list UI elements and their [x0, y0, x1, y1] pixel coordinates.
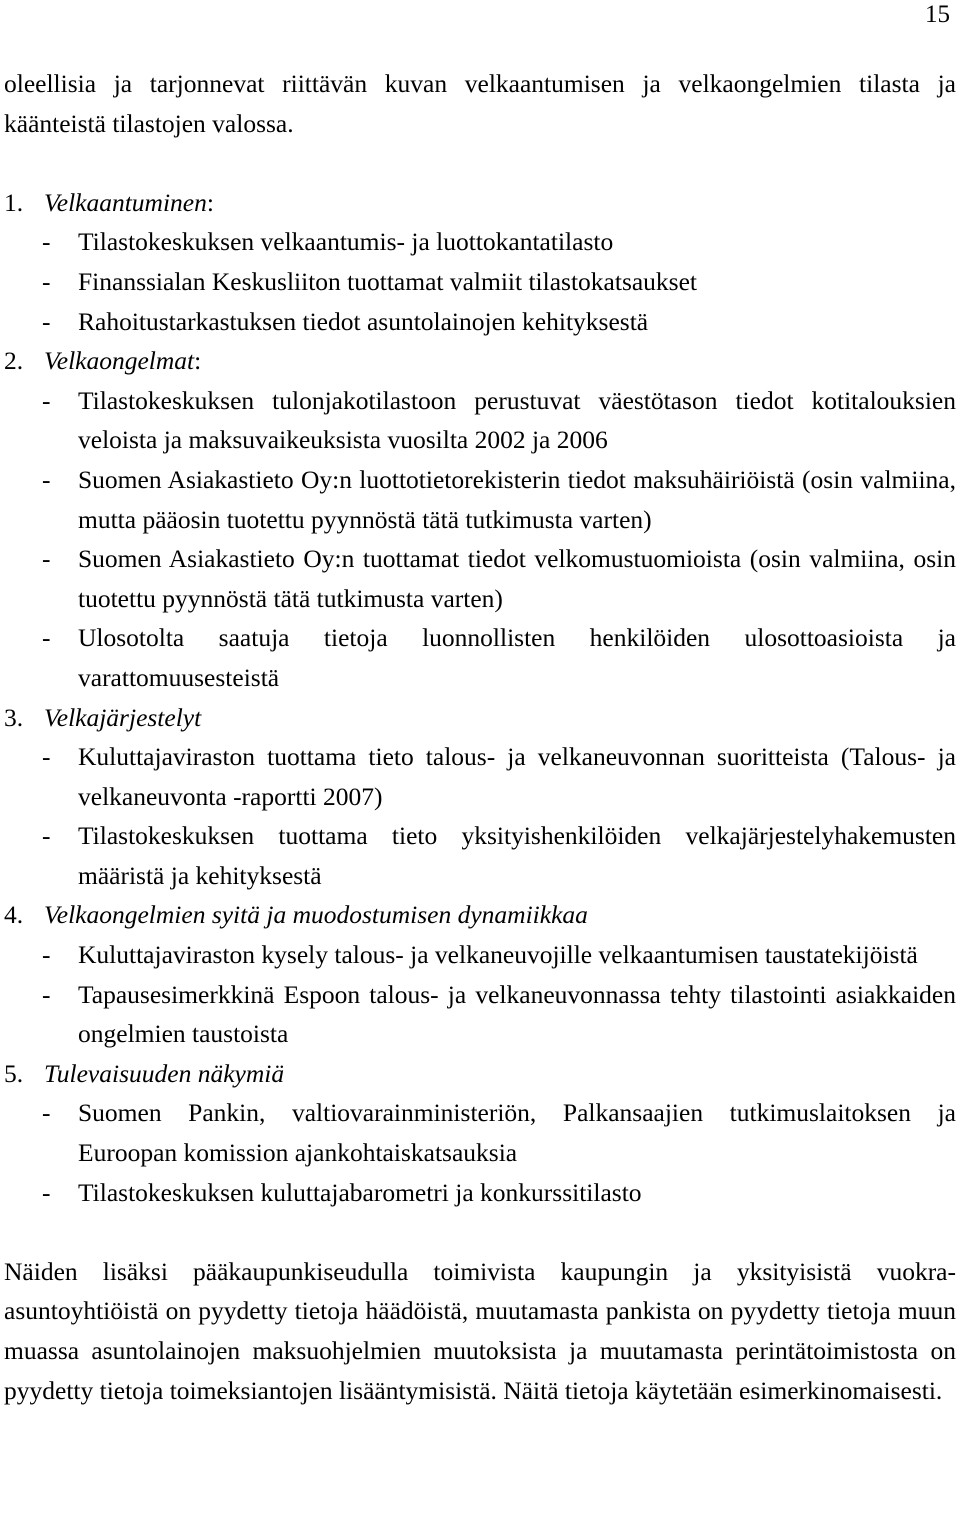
section-number: 5.: [4, 1058, 24, 1088]
section-heading: [4, 341, 956, 381]
list-dash: -: [42, 544, 51, 574]
section-heading: [4, 895, 956, 935]
list-item-text: Suomen Asiakastieto Oy:n tuottamat tiedot velkomustuomioista (osin valmiina, osin tuotettu pyynnöstä tätä tutkimusta varten): [78, 544, 956, 613]
section-number: 4.: [4, 900, 24, 930]
list-item-text: Tilastokeskuksen tuottama tieto yksityishenkilöiden velkajärjestelyhakemusten määristä ja kehityksestä: [78, 821, 956, 890]
list-dash: -: [42, 821, 51, 851]
list-item-text: Tilastokeskuksen tulonjakotilastoon perustuvat väestötason tiedot kotitalouksien veloista ja maksuvaikeuksista vuosilta 2002 ja 2006: [78, 385, 956, 455]
section-velkajarjestelyt: [4, 698, 956, 896]
section-title: Tulevaisuuden näkymiä: [44, 1058, 285, 1088]
list-item: [4, 460, 956, 539]
list-item: [4, 1173, 956, 1213]
list-item-text: Suomen Pankin, valtiovarainministeriön, Palkansaajien tutkimuslaitoksen ja Euroopan komission ajankohtaiskatsauksia: [78, 1098, 956, 1168]
list-item-text: Rahoitustarkastuksen tiedot asuntolainojen kehityksestä: [78, 306, 649, 336]
list-dash: -: [42, 1177, 51, 1207]
list-item: [4, 1093, 956, 1172]
list-dash: -: [42, 306, 51, 336]
section-item-list: [4, 737, 956, 895]
list-dash: -: [42, 464, 51, 494]
closing-paragraph: Näiden lisäksi pääkaupunkiseudulla toimivista kaupungin ja yksityisistä vuokra-asuntoyhtiöistä on pyydetty tietoja häädöistä, muutamasta pankista on pyydetty tietoja muun muassa asuntolainojen maksuohjelmien muutoksista ja muutamasta perintätoimistosta on pyydetty tietoja toimeksiantojen lisääntymisistä. Näitä tietoja käytetään esimerkinomaisesti.: [4, 1256, 956, 1405]
spacer: [4, 143, 956, 183]
list-dash: -: [42, 979, 51, 1009]
section-velkaantuminen: [4, 183, 956, 341]
list-item: [4, 737, 956, 816]
list-item-text: Kuluttajaviraston tuottama tieto talous- ja velkaneuvonnan suoritteista (Talous- ja velkaneuvonta -raportti 2007): [78, 742, 956, 811]
list-dash: -: [42, 940, 51, 970]
section-tulevaisuuden-nakymia: [4, 1054, 956, 1212]
list-item-text: Kuluttajaviraston kysely talous- ja velkaneuvojille velkaantumisen taustatekijöistä: [78, 940, 918, 970]
section-heading: [4, 1054, 956, 1094]
list-dash: -: [42, 623, 51, 653]
section-velkaongelmien-syita: [4, 895, 956, 1053]
list-item: [4, 539, 956, 618]
section-item-list: [4, 381, 956, 698]
list-item: [4, 381, 956, 460]
section-velkaongelmat: [4, 341, 956, 697]
list-item-text: Ulosotolta saatuja tietoja luonnollisten henkilöiden ulosottoasioista ja varattomuusesteistä: [78, 623, 956, 692]
page-content: [4, 64, 956, 1410]
section-number: 3.: [4, 702, 24, 732]
section-title: Velkajärjestelyt: [44, 702, 202, 732]
section-number: 1.: [4, 187, 24, 217]
list-item: [4, 262, 956, 302]
list-dash: -: [42, 742, 51, 772]
list-item: [4, 618, 956, 697]
list-dash: -: [42, 1098, 51, 1128]
list-dash: -: [42, 385, 51, 415]
section-title: Velkaongelmien syitä ja muodostumisen dynamiikkaa: [44, 900, 588, 930]
list-item-text: Tilastokeskuksen velkaantumis- ja luottokantatilasto: [78, 227, 614, 257]
section-item-list: [4, 222, 956, 341]
section-heading: [4, 183, 956, 223]
list-item-text: Suomen Asiakastieto Oy:n luottotietorekisterin tiedot maksuhäiriöistä (osin valmiina, mutta pääosin tuotettu pyynnöstä tätä tutkimusta varten): [78, 464, 956, 534]
section-title: Velkaantuminen: [44, 187, 207, 217]
list-item: [4, 302, 956, 342]
section-item-list: [4, 1093, 956, 1212]
list-item: [4, 222, 956, 262]
spacer: [4, 1212, 956, 1252]
page-number: 15: [925, 1, 950, 28]
section-number: 2.: [4, 346, 24, 376]
list-item-text: Tilastokeskuksen kuluttajabarometri ja konkurssitilasto: [78, 1177, 642, 1207]
section-item-list: [4, 935, 956, 1054]
section-title-suffix: :: [206, 187, 214, 217]
list-item: [4, 935, 956, 975]
list-item-text: Tapausesimerkkinä Espoon talous- ja velkaneuvonnassa tehty tilastointi asiakkaiden ongelmien taustoista: [78, 979, 956, 1049]
section-title-suffix: :: [194, 346, 202, 376]
list-dash: -: [42, 227, 51, 257]
list-item-text: Finanssialan Keskusliiton tuottamat valmiit tilastokatsaukset: [78, 266, 698, 296]
intro-paragraph: oleellisia ja tarjonnevat riittävän kuvan velkaantumisen ja velkaongelmien tilasta ja käänteistä tilastojen valossa.: [4, 69, 956, 138]
section-title: Velkaongelmat: [44, 346, 195, 376]
section-heading: [4, 698, 956, 738]
list-dash: -: [42, 266, 51, 296]
list-item: [4, 975, 956, 1054]
list-item: [4, 816, 956, 895]
